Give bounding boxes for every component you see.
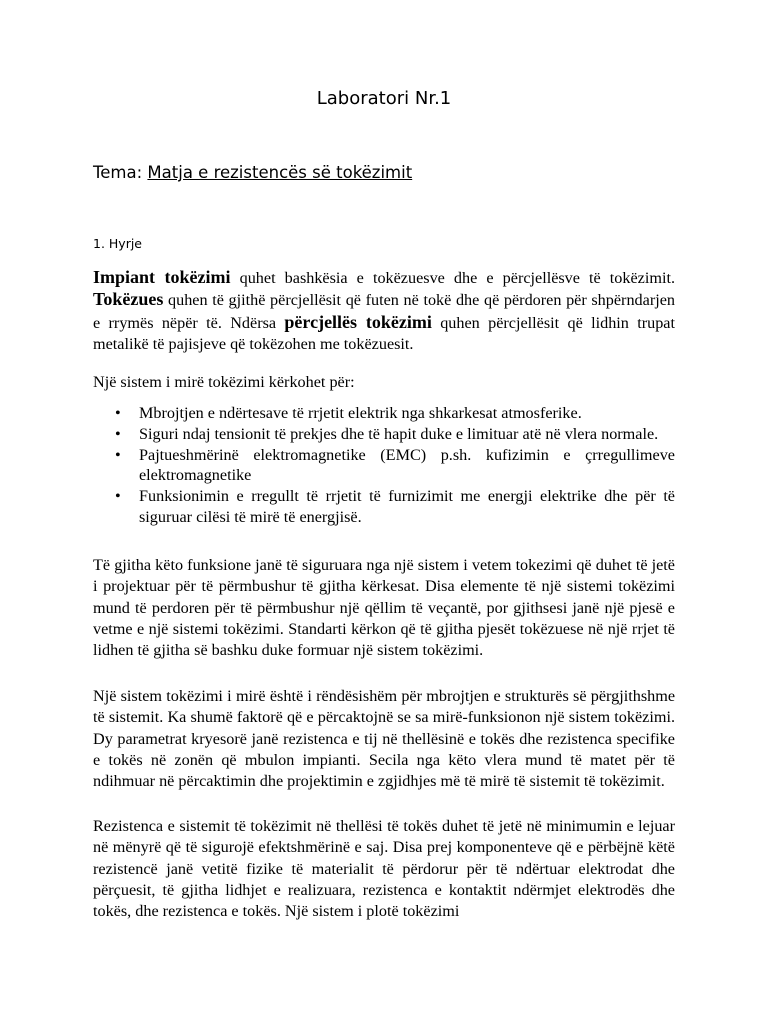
bullet-icon: • [115, 424, 121, 443]
list-item-text: Pajtueshmërinë elektromagnetike (EMC) p.sh. kufizimin e çrregullimeve elektromagnetike [139, 445, 675, 485]
list-item [93, 424, 675, 445]
requirements-list [93, 403, 675, 528]
list-item [93, 445, 675, 487]
list-item-text: Mbrojtjen e ndërtesave të rrjetit elektrik nga shkarkesat atmosferike. [139, 404, 582, 422]
intro-text-3: quhen përcjellësit që lidhin trupat metalikë të pajisjeve që tokëzohen me tokëzuesit. [93, 313, 675, 353]
bullet-icon: • [115, 445, 121, 464]
bullet-icon: • [115, 487, 121, 506]
term-tokezues: Tokëzues [93, 289, 164, 310]
paragraph-intro [93, 267, 675, 355]
topic-label: Tema: [93, 163, 148, 182]
list-item [93, 486, 675, 528]
bullet-icon: • [115, 404, 121, 422]
topic-line [93, 163, 412, 182]
paragraph-requirements-intro: Një sistem i mirë tokëzimi kërkohet për: [93, 373, 355, 391]
term-impiant-tokezimi: Impiant tokëzimi [93, 267, 231, 287]
list-item [93, 403, 675, 424]
section-heading: 1. Hyrje [93, 236, 142, 251]
list-item-text: Funksionimin e rregullt të rrjetit të furnizimit me energji elektrike dhe për të siguruar cilësi të mirë të energjisë. [139, 487, 675, 526]
intro-text-1: quhet bashkësia e tokëzuesve dhe e përcjellësve të tokëzimit. [230, 269, 675, 287]
list-item-text: Siguri ndaj tensionit të prekjes dhe të hapit duke e limituar atë në vlera normale. [139, 424, 659, 443]
topic-value: Matja e rezistencës së tokëzimit [147, 163, 413, 182]
paragraph-importance: Një sistem tokëzimi i mirë është i rëndësishëm për mbrojtjen e strukturës së përgjithshme të sistemit. Ka shumë faktorë që e përcaktojnë se sa mirë-funksionon një sistem tokëzimi. Dy parametrat kryesorë janë rezistenca e tij në thellësinë e tokës dhe rezistenca specifike e tokës në zonën që mbulon impianti. Secila nga këto vlera mund të matet për të ndihmuar në përcaktimin dhe projektimin e zgjidhjes më të mirë të sistemit të tokëzimit. [93, 687, 675, 791]
paragraph-functions: Të gjitha këto funksione janë të siguruara nga një sistem i vetem tokezimi që duhet të jetë i projektuar për të përmbushur të gjitha kërkesat. Disa elemente të një sistemi tokëzimi mund të perdoren për të përmbushur një qëllim të veçantë, por gjithsesi janë një pjesë e vetme e një sistemi tokëzimi. Standarti kërkon që të gjitha pjesët tokëzuese në një rrjet të lidhen të gjitha së bashku duke formuar një sistem tokëzimi. [93, 556, 675, 660]
intro-text-2: quhen të gjithë përcjellësit që futen në tokë dhe që përdoren për shpërndarjen e rrymës nëpër të. Ndërsa [93, 291, 675, 332]
page-title: Laboratori Nr.1 [316, 88, 452, 109]
term-percjelles-tokezimi: përcjellës tokëzimi [284, 311, 432, 332]
paragraph-resistance: Rezistenca e sistemit të tokëzimit në thellësi të tokës duhet të jetë në minimumin e lejuar në mënyrë që të sigurojë efektshmërinë e saj. Disa prej komponenteve që e përbëjnë këtë rezistencë janë vetitë fizike të materialit të përdorur për të ndërtuar elektrodat dhe përçuesit, të gjitha lidhjet e realizuara, rezistenca e kontaktit ndërmjet elektrodës dhe tokës, dhe rezistenca e tokës. Një sistem i plotë tokëzimi [93, 817, 675, 921]
